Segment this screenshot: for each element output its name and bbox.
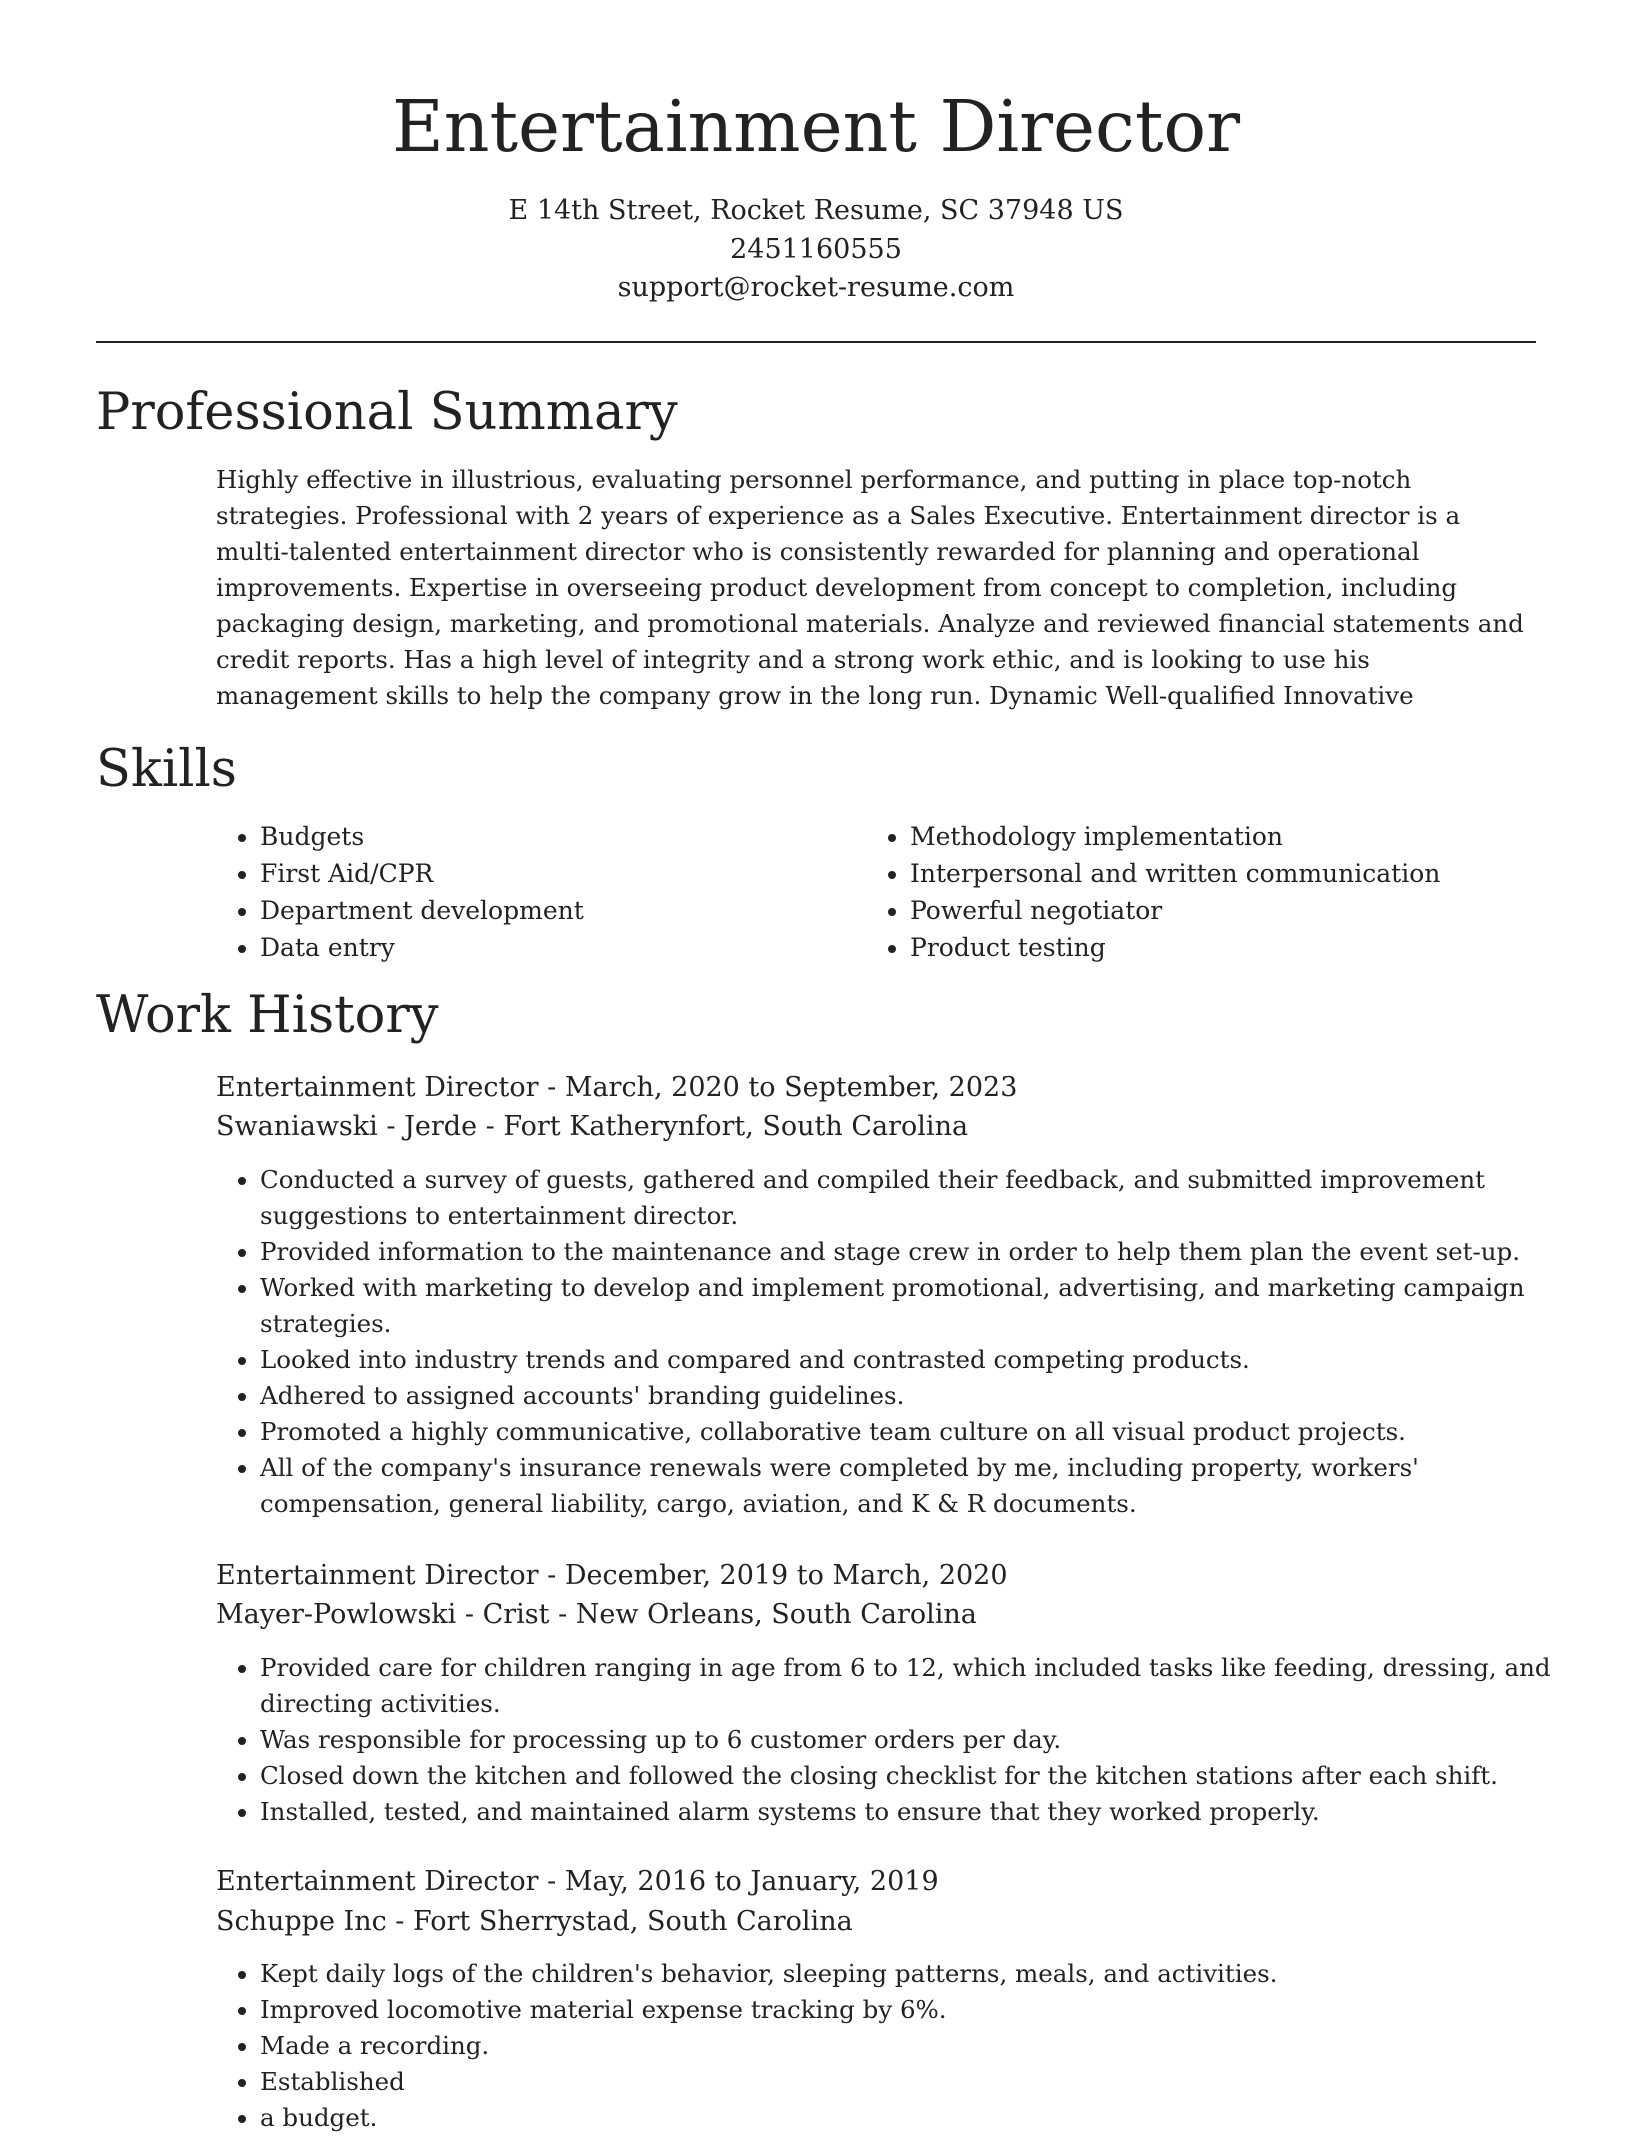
job-title-line	[216, 1556, 1008, 1596]
skills-list-right	[866, 818, 1440, 966]
skill-item: • Methodology implementation	[910, 818, 1440, 855]
job-title: Entertainment Director	[216, 1072, 539, 1103]
summary-heading: Professional Summary	[96, 383, 678, 442]
job-title: Entertainment Director	[216, 1560, 539, 1591]
contact-address: E 14th Street, Rocket Resume, SC 37948 US	[508, 195, 1124, 226]
job-duty: • Improved locomotive material expense tracking by 6%.	[260, 1992, 1560, 2028]
skill-item: • Product testing	[910, 929, 1440, 966]
job-duty: • Installed, tested, and maintained alarm systems to ensure that they worked properly.	[260, 1794, 1560, 1830]
job-company-line	[216, 1107, 968, 1147]
skill-item: • First Aid/CPR	[260, 855, 584, 892]
job-duty: • Closed down the kitchen and followed the closing checklist for the kitchen stations after each shift.	[260, 1758, 1560, 1794]
job-company: Schuppe Inc	[216, 1906, 387, 1937]
skills-list-left	[216, 818, 584, 966]
contact-phone: 2451160555	[730, 234, 902, 265]
job-duty: • Provided care for children ranging in age from 6 to 12, which included tasks like feeding, dressing, and directing activities.	[260, 1650, 1560, 1722]
contact-email[interactable]: support@rocket-resume.com	[617, 272, 1015, 303]
job-duty: • Established	[260, 2064, 1560, 2100]
job-dates: - May, 2016 to January, 2019	[547, 1866, 939, 1897]
job-duty: • Worked with marketing to develop and implement promotional, advertising, and marketing campaign strategies.	[260, 1270, 1560, 1342]
job-title-line	[216, 1068, 1017, 1108]
work-history-heading: Work History	[96, 986, 439, 1045]
job-duty: • a budget.	[260, 2100, 1560, 2136]
job-duty: • Was responsible for processing up to 6 customer orders per day.	[260, 1722, 1560, 1758]
skill-item: • Interpersonal and written communication	[910, 855, 1440, 892]
job-duty: • All of the company's insurance renewals were completed by me, including property, workers' compensation, general liability, cargo, aviation, and K & R documents.	[260, 1450, 1560, 1522]
job-company-line	[216, 1902, 853, 1942]
job-location: - Fort Sherrystad, South Carolina	[395, 1906, 853, 1937]
job-title-line	[216, 1862, 939, 1902]
skill-item: • Budgets	[260, 818, 584, 855]
job-duty: • Promoted a highly communicative, collaborative team culture on all visual product projects.	[260, 1414, 1560, 1450]
job-duty: • Provided information to the maintenance and stage crew in order to help them plan the event set-up.	[260, 1234, 1560, 1270]
job-title: Entertainment Director	[216, 1866, 539, 1897]
job-duty: • Kept daily logs of the children's behavior, sleeping patterns, meals, and activities.	[260, 1956, 1560, 1992]
summary-text: Highly effective in illustrious, evaluating personnel performance, and putting in place top-notch strategies. Professional with 2 years of experience as a Sales Executive. Entertainment director is a multi-talented entertainment director who is consistently rewarded for planning and operational improvements. Expertise in overseeing product development from concept to completion, including packaging design, marketing, and promotional materials. Analyze and reviewed financial statements and credit reports. Has a high level of integrity and a strong work ethic, and is looking to use his management skills to help the company grow in the long run. Dynamic Well-qualified Innovative	[216, 465, 1524, 710]
job-duties-list	[216, 1650, 1560, 1830]
job-company-line	[216, 1595, 977, 1635]
job-location: - Fort Katherynfort, South Carolina	[485, 1111, 969, 1142]
job-duty: • Looked into industry trends and compared and contrasted competing products.	[260, 1342, 1560, 1378]
job-dates: - December, 2019 to March, 2020	[547, 1560, 1008, 1591]
job-duties-list	[216, 1956, 1560, 2136]
skill-item: • Department development	[260, 892, 584, 929]
job-company: Swaniawski - Jerde	[216, 1111, 478, 1142]
job-duty: • Adhered to assigned accounts' branding guidelines.	[260, 1378, 1560, 1414]
job-duty: • Conducted a survey of guests, gathered and compiled their feedback, and submitted improvement suggestions to entertainment director.	[260, 1162, 1560, 1234]
job-duties-list	[216, 1162, 1560, 1522]
job-company: Mayer-Powlowski - Crist	[216, 1599, 550, 1630]
skills-heading: Skills	[96, 740, 237, 799]
skill-item: • Data entry	[260, 929, 584, 966]
job-location: - New Orleans, South Carolina	[558, 1599, 977, 1630]
job-duty: • Made a recording.	[260, 2028, 1560, 2064]
candidate-name: Entertainment Director	[391, 85, 1241, 168]
job-dates: - March, 2020 to September, 2023	[547, 1072, 1018, 1103]
header-divider	[96, 341, 1536, 343]
skill-item: • Powerful negotiator	[910, 892, 1440, 929]
